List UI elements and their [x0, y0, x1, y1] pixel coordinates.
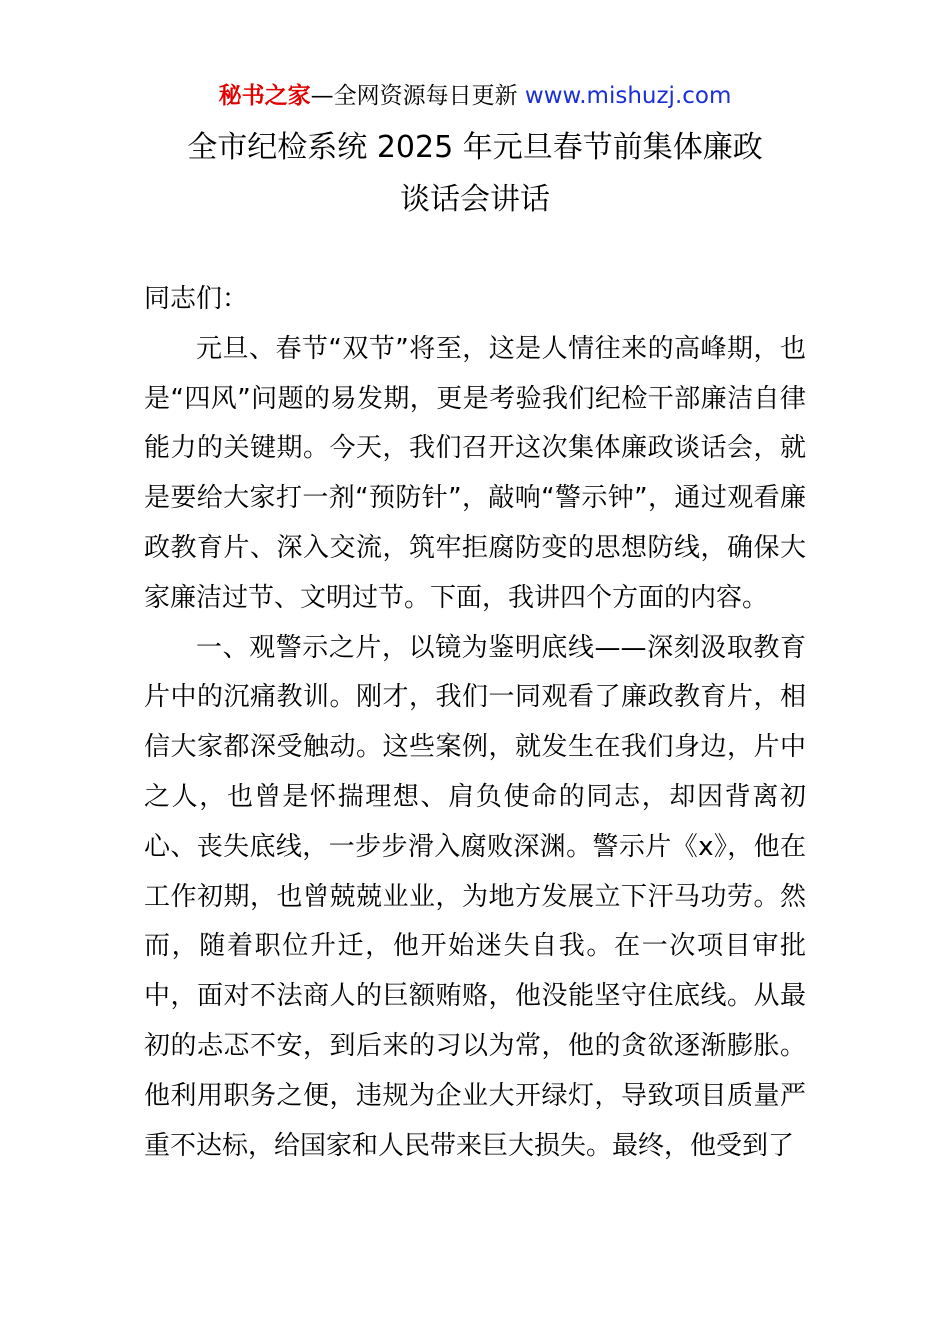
site-header	[0, 78, 950, 114]
salutation: 同志们：	[144, 284, 249, 314]
document-title-line-1: 全市纪检系统 2025 年元旦春节前集体廉政	[187, 130, 763, 165]
site-url-link[interactable]: www.mishuzj.com	[524, 83, 732, 109]
paragraph-intro: 元旦、春节“双节”将至，这是人情往来的高峰期，也是“四风”问题的易发期，更是考验我们纪检干部廉洁自律能力的关键期。今天，我们召开这次集体廉政谈话会，就是要给大家打一剂“预防针”，敲响“警示钟”，通过观看廉政教育片、深入交流，筑牢拒腐防变的思想防线，确保大家廉洁过节、文明过节。下面，我讲四个方面的内容。	[144, 333, 806, 613]
document-title-line-2: 谈话会讲话	[400, 182, 550, 217]
document-body	[144, 275, 806, 1171]
brand-tagline: —全网资源每日更新	[310, 83, 525, 109]
brand-name: 秘书之家	[218, 83, 311, 109]
paragraph-section-1: 一、观警示之片，以镜为鉴明底线——深刻汲取教育片中的沉痛教训。刚才，我们一同观看了廉政教育片，相信大家都深受触动。这些案例，就发生在我们身边，片中之人，也曾是怀揣理想、肩负使命的同志，却因背离初心、丧失底线，一步步滑入腐败深渊。警示片《x》，他在工作初期，也曾兢兢业业，为地方发展立下汗马功劳。然而，随着职位升迁，他开始迷失自我。在一次项目审批中，面对不法商人的巨额贿赂，他没能坚守住底线。从最初的忐忑不安，到后来的习以为常，他的贪欲逐渐膨胀。他利用职务之便，违规为企业大开绿灯，导致项目质量严重不达标，给国家和人民带来巨大损失。最终，他受到了	[144, 632, 806, 1161]
